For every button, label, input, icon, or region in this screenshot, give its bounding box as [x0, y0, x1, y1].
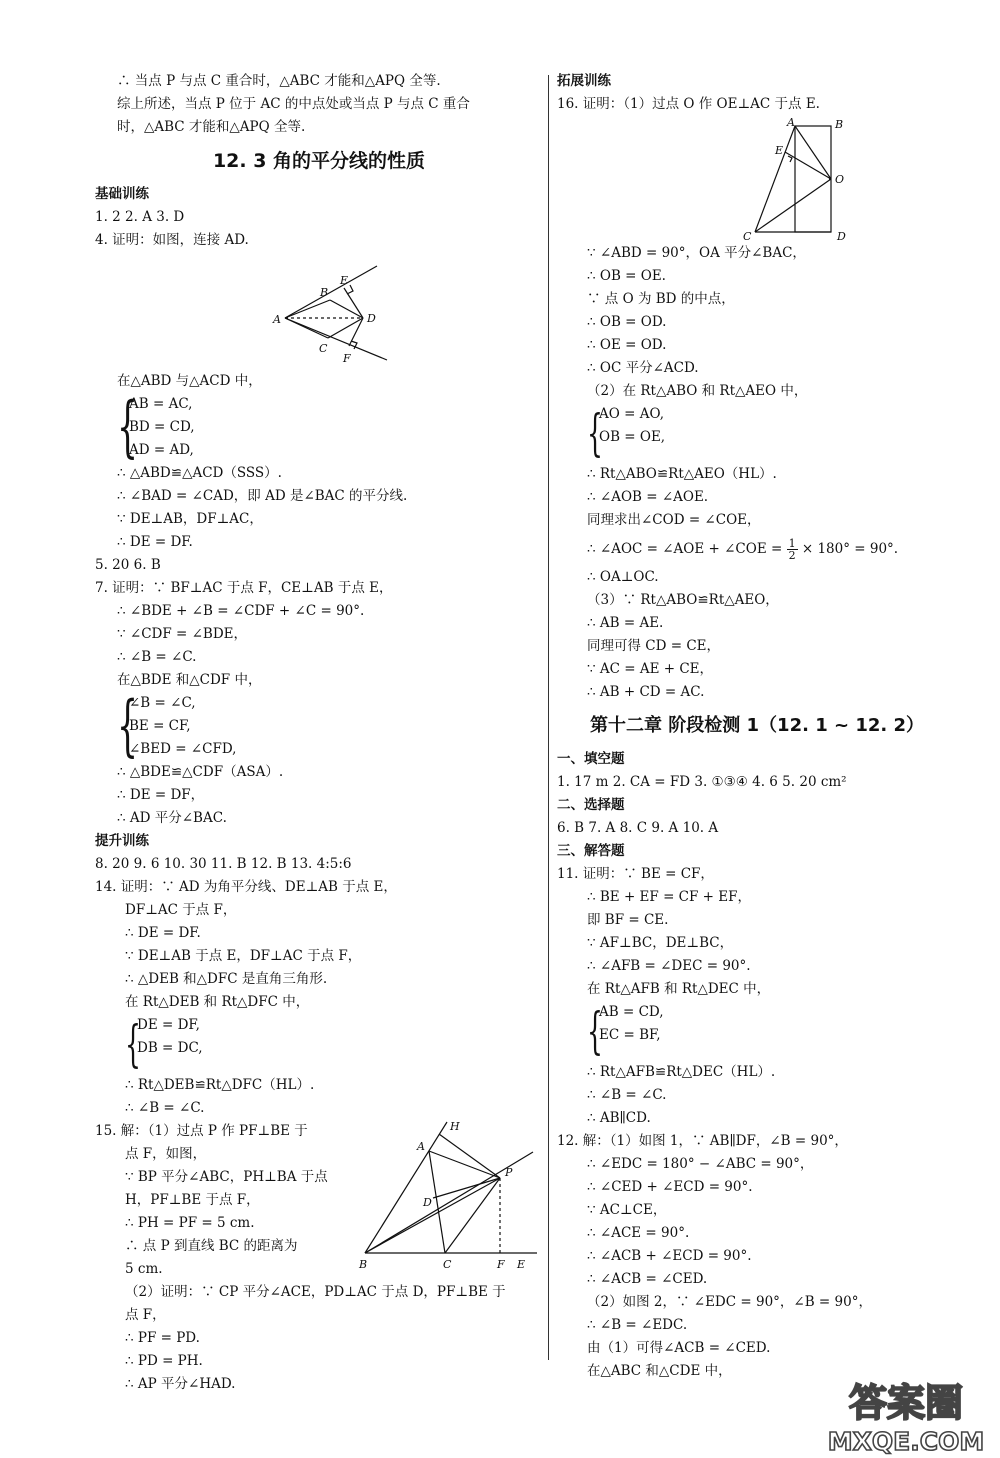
q14-brace-system: { DE = DF, DB = DC, — [125, 1015, 203, 1073]
q14-step: ∴ △DEB 和△DFC 是直角三角形. — [125, 971, 328, 987]
q11-step: ∴ Rt△AFB≌Rt△DEC（HL）. — [587, 1064, 776, 1080]
q14-step: ∵ DE⊥AB 于点 E，DF⊥AC 于点 F， — [125, 948, 362, 964]
improve-answers: 8. 20 9. 6 10. 30 11. B 12. B 13. 4:5:6 — [95, 856, 352, 872]
fig-label: E — [517, 1258, 526, 1271]
q12-step: ∴ ∠B = ∠EDC. — [587, 1317, 688, 1333]
intro-line: 时，△ABC 才能和△APQ 全等. — [117, 119, 306, 135]
q16-step: 同理求出∠COD = ∠COE， — [587, 512, 761, 528]
q16-step: ∴ OC 平分∠ACD. — [587, 360, 699, 376]
fig-label: D — [837, 230, 846, 242]
q7-step: 在△BDE 和△CDF 中， — [117, 672, 262, 688]
q15-line: ∴ PD = PH. — [125, 1353, 203, 1369]
q16-step: ∴ OB = OE. — [587, 268, 666, 284]
q12-head: 12. 解：（1）如图 1，∵ AB∥DF，∠B = 90°， — [557, 1133, 848, 1149]
intro-line: ∴ 当点 P 与点 C 重合时，△ABC 才能和△APQ 全等. — [117, 73, 441, 89]
q11-step: 在 Rt△AFB 和 Rt△DEC 中， — [587, 981, 771, 997]
q12-step: ∵ AC⊥CE， — [587, 1202, 667, 1218]
q12-step: 由（1）可得∠ACB = ∠CED. — [587, 1340, 771, 1356]
fraction-line-post: × 180° = 90°. — [797, 541, 899, 557]
basic-answers: 1. 2 2. A 3. D — [95, 209, 185, 225]
q12-step: （2）如图 2，∵ ∠EDC = 90°，∠B = 90°， — [587, 1294, 872, 1310]
brace-line: ∠B = ∠C, — [129, 695, 196, 711]
q15-line: ∴ PH = PF = 5 cm. — [125, 1215, 255, 1231]
q15-block — [95, 1120, 543, 1281]
fig-label: C — [743, 230, 752, 242]
brace-line: DB = DC, — [137, 1040, 203, 1056]
q15-line: 点 F，如图， — [125, 1146, 207, 1162]
q7-step: ∴ ∠B = ∠C. — [117, 649, 197, 665]
fig-label: A — [787, 116, 795, 129]
brace-line: AB = AC, — [129, 396, 193, 412]
q14-step: ∴ DE = DF. — [125, 925, 201, 941]
q4-head: 4. 证明：如图，连接 AD. — [95, 232, 249, 248]
solution-heading: 三、解答题 — [557, 843, 625, 859]
fraction-denominator: 2 — [788, 549, 796, 562]
q4-step: ∵ DE⊥AB，DF⊥AC， — [117, 511, 263, 527]
basic-training-heading: 基础训练 — [95, 186, 149, 202]
fig-label: B — [835, 118, 844, 131]
brace-line: EC = BF, — [599, 1027, 661, 1043]
q7-brace-system: { ∠B = ∠C, BE = CF, ∠BED = ∠CFD, — [117, 687, 237, 764]
brace-line: BD = CD, — [129, 419, 195, 435]
q16-step: ∴ Rt△ABO≌Rt△AEO（HL）. — [587, 466, 777, 482]
q7-step: ∴ △BDE≌△CDF（ASA）. — [117, 764, 284, 780]
fraction — [787, 538, 798, 561]
q7-step: ∴ AD 平分∠BAC. — [117, 810, 227, 826]
fig-label: A — [273, 313, 281, 326]
q7-head: 7. 证明：∵ BF⊥AC 于点 F，CE⊥AB 于点 E， — [95, 580, 393, 596]
q14-step: 在 Rt△DEB 和 Rt△DFC 中， — [125, 994, 310, 1010]
fig-label: C — [443, 1258, 452, 1271]
q16-step: 同理可得 CD = CE， — [587, 638, 721, 654]
fig-label: D — [367, 312, 376, 325]
fill-in-answers: 1. 17 m 2. CA = FD 3. ①③④ 4. 6 5. 20 cm² — [557, 774, 847, 790]
q16-brace-system: { AO = AO, OB = OE, — [587, 404, 666, 462]
q16-step: ∵ ∠ABD = 90°，OA 平分∠BAC， — [587, 245, 806, 261]
brace-line: AO = AO, — [599, 406, 665, 422]
watermark-bottom-text: MXQE.COM — [827, 1427, 985, 1456]
watermark-top-text: 答案圈 — [848, 1381, 964, 1425]
improve-training-heading: 提升训练 — [95, 833, 149, 849]
q12-step: 在△ABC 和△CDE 中， — [587, 1363, 732, 1379]
q15-line: 15. 解：（1）过点 P 作 PF⊥BE 于 — [95, 1123, 308, 1139]
q12-step: ∴ ∠EDC = 180° − ∠ABC = 90°， — [587, 1156, 814, 1172]
fill-in-heading: 一、填空题 — [557, 751, 625, 767]
q11-step: ∴ ∠B = ∠C. — [587, 1087, 667, 1103]
fig-label: C — [319, 342, 328, 355]
q16-figure — [557, 116, 957, 242]
q4-step: ∴ △ABD≌△ACD（SSS）. — [117, 465, 282, 481]
brace-line: ∠BED = ∠CFD, — [129, 741, 237, 757]
q15-line: 5 cm. — [125, 1261, 163, 1277]
q15-line: 点 F， — [125, 1307, 166, 1323]
q4-step: ∴ ∠BAD = ∠CAD，即 AD 是∠BAC 的平分线. — [117, 488, 408, 504]
q15-line: ∴ 点 P 到直线 BC 的距离为 — [125, 1238, 298, 1254]
q16-step: ∴ OA⊥OC. — [587, 569, 659, 585]
q4-brace-system: { AB = AC, BD = CD, AD = AD, — [117, 388, 195, 465]
answers-5-6: 5. 20 6. B — [95, 557, 161, 573]
fig-label: H — [450, 1120, 460, 1133]
fig-label: F — [497, 1258, 505, 1271]
fig-label: O — [835, 173, 845, 186]
column-divider — [548, 75, 549, 1360]
q11-step: ∴ ∠AFB = ∠DEC = 90°. — [587, 958, 751, 974]
q12-step: ∴ ∠ACB = ∠CED. — [587, 1271, 708, 1287]
q7-step: ∴ ∠BDE + ∠B = ∠CDF + ∠C = 90°. — [117, 603, 365, 619]
q12-step: ∴ ∠CED + ∠ECD = 90°. — [587, 1179, 753, 1195]
q11-step: ∴ AB∥CD. — [587, 1110, 651, 1126]
fig-label: E — [340, 274, 349, 287]
intro-line: 综上所述，当点 P 位于 AC 的中点处或当点 P 与点 C 重合 — [117, 96, 470, 112]
q4-step: ∴ DE = DF. — [117, 534, 193, 550]
q11-step: ∵ AF⊥BC，DE⊥BC， — [587, 935, 734, 951]
watermark-logo — [810, 1370, 1000, 1458]
q15-line: ∴ PF = PD. — [125, 1330, 200, 1346]
q16-step: ∴ AB = AE. — [587, 615, 664, 631]
q16-step: ∴ ∠AOB = ∠AOE. — [587, 489, 709, 505]
q12-step: ∴ ∠ACE = 90°. — [587, 1225, 690, 1241]
q14-head: 14. 证明：∵ AD 为角平分线、DE⊥AB 于点 E， — [95, 879, 397, 895]
chapter-title: 第十二章 阶段检测 1（12. 1 ~ 12. 2） — [589, 715, 925, 736]
q11-brace-system: { AB = CD, EC = BF, — [587, 1002, 664, 1060]
q15-line: H，PF⊥BE 于点 F， — [125, 1192, 260, 1208]
fig-label: P — [505, 1166, 513, 1179]
q15-line: ∵ BP 平分∠ABC，PH⊥BA 于点 — [125, 1169, 328, 1185]
q7-step: ∴ DE = DF， — [117, 787, 205, 803]
q16-step: （2）在 Rt△ABO 和 Rt△AEO 中， — [587, 383, 808, 399]
choice-heading: 二、选择题 — [557, 797, 625, 813]
q4-intro: 在△ABD 与△ACD 中， — [117, 373, 262, 389]
fig-label: A — [417, 1140, 425, 1153]
q11-step: ∴ BE + EF = CF + EF， — [587, 889, 751, 905]
fig-label: B — [359, 1258, 368, 1271]
fig-label: B — [320, 286, 329, 299]
choice-answers: 6. B 7. A 8. C 9. A 10. A — [557, 820, 719, 836]
q14-step: DF⊥AC 于点 F， — [125, 902, 237, 918]
q16-step: ∴ OE = OD. — [587, 337, 667, 353]
q11-head: 11. 证明：∵ BE = CF， — [557, 866, 714, 882]
q7-step: ∵ ∠CDF = ∠BDE， — [117, 626, 248, 642]
q14-step: ∴ Rt△DEB≌Rt△DFC（HL）. — [125, 1077, 315, 1093]
q16-step: ∴ AB + CD = AC. — [587, 684, 705, 700]
q12-step: ∴ ∠ACB + ∠ECD = 90°. — [587, 1248, 752, 1264]
right-column — [557, 70, 957, 1383]
fig-label: F — [343, 352, 351, 365]
brace-line: BE = CF, — [129, 718, 191, 734]
brace-line: DE = DF, — [137, 1017, 200, 1033]
brace-line: OB = OE, — [599, 429, 666, 445]
fig-label: E — [775, 144, 784, 157]
q16-fraction-line — [557, 532, 957, 566]
section-title: 12. 3 角的平分线的性质 — [212, 150, 426, 172]
q16-step: （3）∵ Rt△ABO≌Rt△AEO， — [587, 592, 779, 608]
q15-line: ∴ AP 平分∠HAD. — [125, 1376, 236, 1392]
q16-step: ∵ 点 O 为 BD 的中点， — [587, 291, 735, 307]
q16-step: ∵ AC = AE + CE， — [587, 661, 714, 677]
fraction-numerator: 1 — [788, 537, 796, 550]
extension-training-heading: 拓展训练 — [557, 73, 611, 89]
fig-label: D — [423, 1196, 432, 1209]
brace-line: AD = AD, — [129, 442, 194, 458]
q14-step: ∴ ∠B = ∠C. — [125, 1100, 205, 1116]
left-column — [95, 70, 543, 1396]
brace-line: AB = CD, — [599, 1004, 664, 1020]
q16-head: 16. 证明：（1）过点 O 作 OE⊥AC 于点 E. — [557, 96, 820, 112]
q15-figure — [357, 1120, 543, 1281]
q11-step: 即 BF = CE. — [587, 912, 669, 928]
fraction-line-pre: ∴ ∠AOC = ∠AOE + ∠COE = — [587, 541, 787, 557]
q16-step: ∴ OB = OD. — [587, 314, 667, 330]
q4-figure — [95, 252, 543, 370]
q15-line: （2）证明：∵ CP 平分∠ACE，PD⊥AC 于点 D，PF⊥BE 于 — [125, 1284, 506, 1300]
